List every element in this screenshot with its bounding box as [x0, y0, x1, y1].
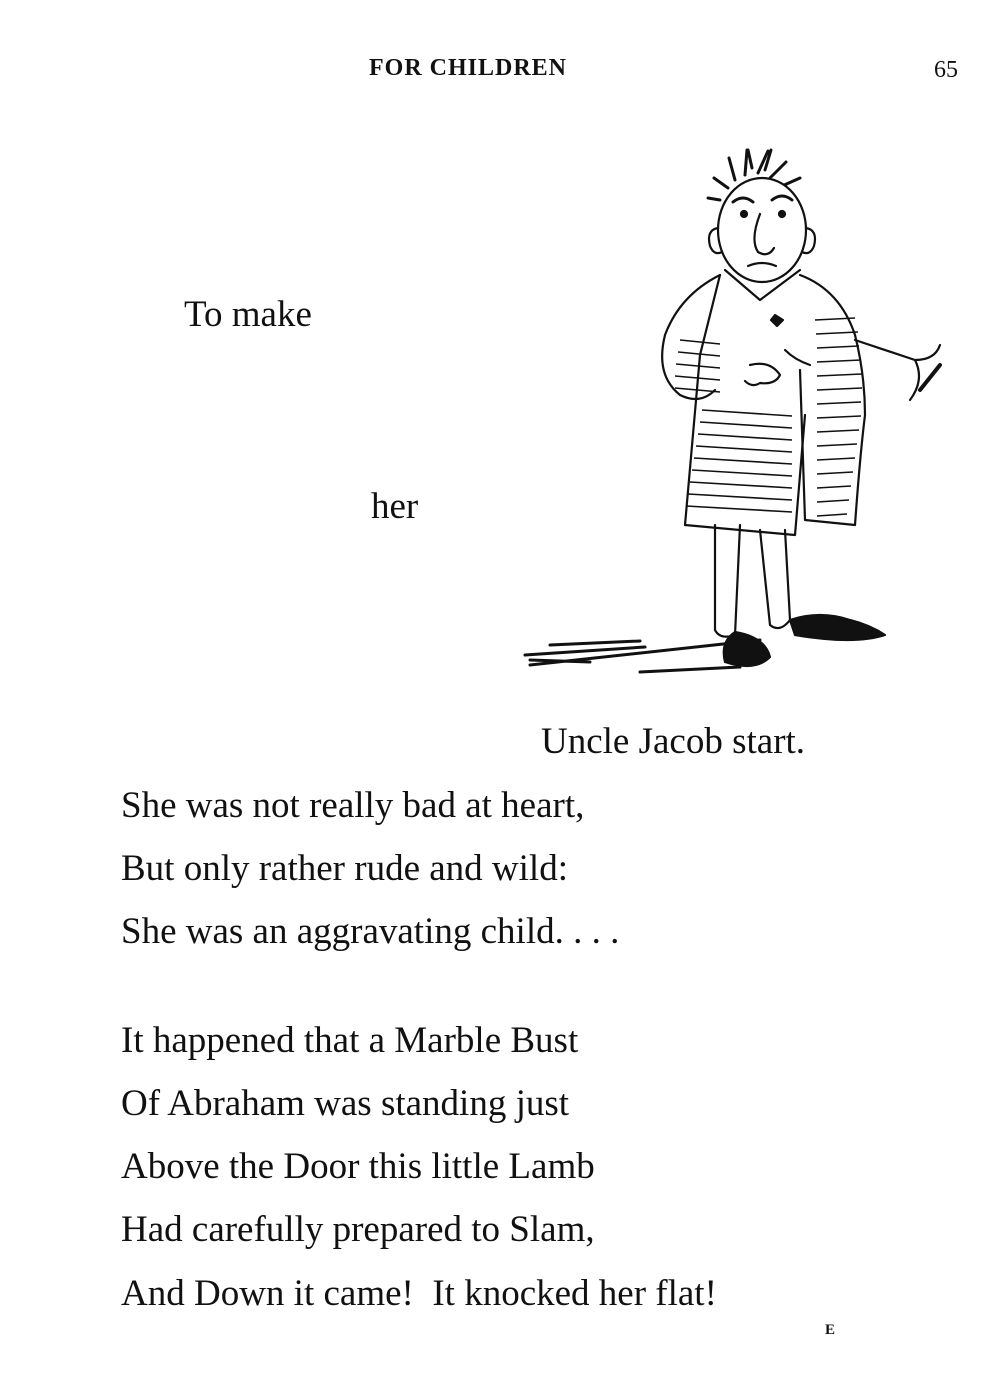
stanza2-line5: And Down it came! It knocked her flat!	[121, 1273, 717, 1314]
running-title: FOR CHILDREN	[369, 55, 568, 81]
stanza1-line3: She was an aggravating child. . . .	[121, 911, 620, 952]
signature-mark: E	[825, 1322, 836, 1338]
stanza2-line4: Had carefully prepared to Slam,	[121, 1209, 595, 1250]
stanza2-line2: Of Abraham was standing just	[121, 1083, 570, 1124]
stanza1-line2: But only rather rude and wild:	[121, 848, 568, 889]
stanza2-line3: Above the Door this little Lamb	[121, 1146, 595, 1187]
page-number: 65	[934, 57, 958, 83]
verse-fragment-to-make: To make	[184, 294, 312, 335]
uncle-jacob-illustration	[520, 140, 970, 685]
verse-fragment-her: her	[371, 486, 419, 527]
verse-fragment-uncle-jacob: Uncle Jacob start.	[541, 721, 806, 762]
stanza1-line1: She was not really bad at heart,	[121, 785, 585, 826]
stanza2-line1: It happened that a Marble Bust	[121, 1020, 579, 1061]
